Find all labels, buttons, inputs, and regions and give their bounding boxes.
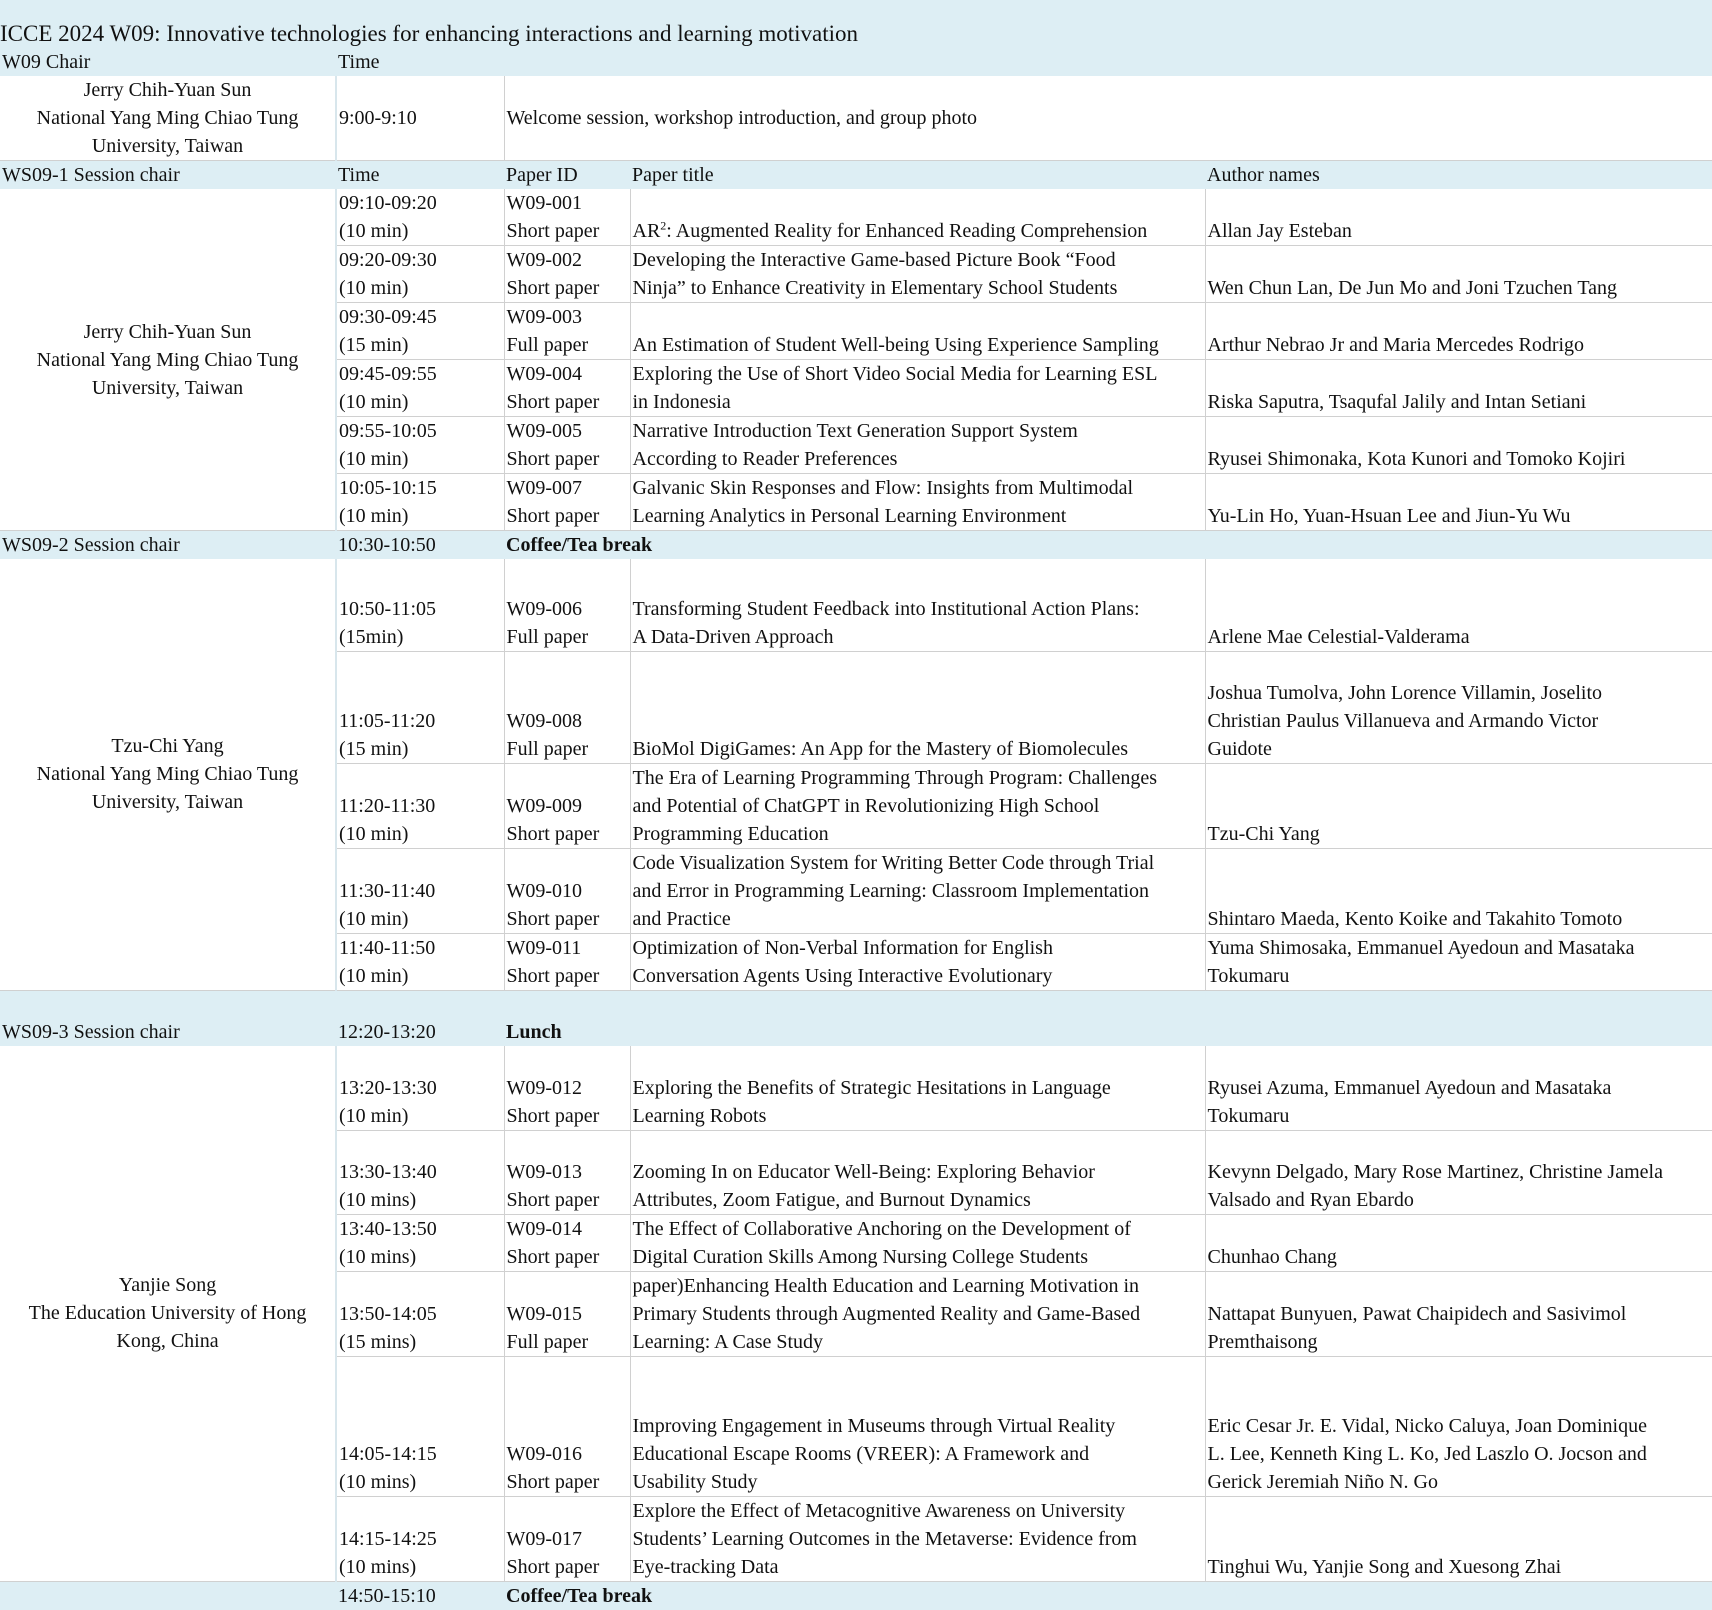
paper-title: paper)Enhancing Health Education and Learning Motivation in Primary Students through Augmented Reality and Game-Based Learning: A Case Study — [630, 1271, 1205, 1356]
paper-time: 09:20-09:30 (10 min) — [336, 246, 504, 303]
paper-title: Exploring the Benefits of Strategic Hesitations in Language Learning Robots — [630, 1046, 1205, 1130]
paper-id: W09-004 Short paper — [504, 360, 630, 417]
paper-id: W09-012 Short paper — [504, 1046, 630, 1130]
intro-time: 9:00-9:10 — [336, 76, 504, 161]
paper-title: Galvanic Skin Responses and Flow: Insights from Multimodal Learning Analytics in Personal Learning Environment — [630, 474, 1205, 531]
paper-title: Narrative Introduction Text Generation Support System According to Reader Preferences — [630, 417, 1205, 474]
paper-title: BioMol DigiGames: An App for the Mastery of Biomolecules — [630, 651, 1205, 763]
paper-id: W09-007 Short paper — [504, 474, 630, 531]
session-label: WS09-1 Session chair — [0, 161, 336, 190]
paper-title: The Effect of Collaborative Anchoring on the Development of Digital Curation Skills Among Nursing College Students — [630, 1214, 1205, 1271]
col-paper-id-header: Paper ID — [504, 161, 630, 190]
break-time: 12:20-13:20 — [336, 1018, 504, 1046]
session-chair: Tzu-Chi Yang National Yang Ming Chiao Tung University, Taiwan — [0, 559, 336, 990]
break-time: 10:30-10:50 — [336, 531, 504, 560]
paper-row — [0, 559, 1712, 651]
paper-id: W09-006 Full paper — [504, 559, 630, 651]
session-chair: Yanjie Song The Education University of Hong Kong, China — [0, 1046, 336, 1581]
paper-time: 09:45-09:55 (10 min) — [336, 360, 504, 417]
paper-time: 10:50-11:05 (15min) — [336, 559, 504, 651]
paper-id: W09-017 Short paper — [504, 1496, 630, 1581]
paper-authors: Riska Saputra, Tsaqufal Jalily and Intan Setiani — [1205, 360, 1712, 417]
paper-title: Explore the Effect of Metacognitive Awareness on University Students’ Learning Outcomes in the Metaverse: Evidence from Eye-tracking Data — [630, 1496, 1205, 1581]
paper-id: W09-005 Short paper — [504, 417, 630, 474]
break-label: Lunch — [504, 1018, 1712, 1046]
paper-title: The Era of Learning Programming Through Program: Challenges and Potential of ChatGPT in Revolutionizing High School Programming Education — [630, 763, 1205, 848]
paper-time: 11:30-11:40 (10 min) — [336, 848, 504, 933]
intro-row — [0, 76, 1712, 161]
intro-chair: Jerry Chih-Yuan Sun National Yang Ming Chiao Tung University, Taiwan — [0, 76, 336, 161]
paper-title-sup: 2 — [660, 218, 667, 233]
session-label: WS09-2 Session chair — [0, 531, 336, 560]
paper-time: 09:55-10:05 (10 min) — [336, 417, 504, 474]
paper-title — [630, 189, 1205, 246]
intro-text: Welcome session, workshop introduction, and group photo — [504, 76, 1712, 161]
paper-id: W09-013 Short paper — [504, 1130, 630, 1214]
paper-title: Exploring the Use of Short Video Social Media for Learning ESL in Indonesia — [630, 360, 1205, 417]
paper-title: Transforming Student Feedback into Institutional Action Plans: A Data-Driven Approach — [630, 559, 1205, 651]
paper-time: 13:20-13:30 (10 min) — [336, 1046, 504, 1130]
intro-chair-header: W09 Chair — [0, 48, 336, 76]
col-authors-header: Author names — [1205, 161, 1712, 190]
paper-time: 10:05-10:15 (10 min) — [336, 474, 504, 531]
paper-title: Developing the Interactive Game-based Picture Book “Food Ninja” to Enhance Creativity in Elementary School Students — [630, 246, 1205, 303]
break-time: 14:50-15:10 — [336, 1581, 504, 1610]
paper-id: W09-016 Short paper — [504, 1356, 630, 1496]
col-time-header: Time — [336, 161, 504, 190]
paper-time: 11:05-11:20 (15 min) — [336, 651, 504, 763]
paper-title-pre: AR — [632, 220, 661, 242]
paper-authors: Kevynn Delgado, Mary Rose Martinez, Christine Jamela Valsado and Ryan Ebardo — [1205, 1130, 1712, 1214]
paper-authors: Joshua Tumolva, John Lorence Villamin, Joselito Christian Paulus Villanueva and Armando Victor Guidote — [1205, 651, 1712, 763]
paper-authors: Yuma Shimosaka, Emmanuel Ayedoun and Masataka Tokumaru — [1205, 933, 1712, 990]
paper-title: Improving Engagement in Museums through Virtual Reality Educational Escape Rooms (VREER): A Framework and Usability Study — [630, 1356, 1205, 1496]
paper-id: W09-002 Short paper — [504, 246, 630, 303]
paper-authors: Chunhao Chang — [1205, 1214, 1712, 1271]
paper-authors: Allan Jay Esteban — [1205, 189, 1712, 246]
paper-title: Code Visualization System for Writing Better Code through Trial and Error in Programming Learning: Classroom Implementation and Practice — [630, 848, 1205, 933]
paper-title-post: : Augmented Reality for Enhanced Reading Comprehension — [666, 220, 1148, 242]
paper-authors: Yu-Lin Ho, Yuan-Hsuan Lee and Jiun-Yu Wu — [1205, 474, 1712, 531]
paper-time: 13:50-14:05 (15 mins) — [336, 1271, 504, 1356]
session-label: WS09-3 Session chair — [0, 1018, 336, 1046]
spacer-row — [0, 990, 1712, 1018]
paper-row — [0, 189, 1712, 246]
paper-id: W09-015 Full paper — [504, 1271, 630, 1356]
paper-time: 14:15-14:25 (10 mins) — [336, 1496, 504, 1581]
paper-time: 11:40-11:50 (10 min) — [336, 933, 504, 990]
paper-id: W09-011 Short paper — [504, 933, 630, 990]
paper-id: W09-003 Full paper — [504, 303, 630, 360]
paper-authors: Tzu-Chi Yang — [1205, 763, 1712, 848]
paper-time: 14:05-14:15 (10 mins) — [336, 1356, 504, 1496]
paper-id: W09-008 Full paper — [504, 651, 630, 763]
paper-authors: Ryusei Shimonaka, Kota Kunori and Tomoko Kojiri — [1205, 417, 1712, 474]
paper-authors: Shintaro Maeda, Kento Koike and Takahito Tomoto — [1205, 848, 1712, 933]
paper-title: Zooming In on Educator Well-Being: Exploring Behavior Attributes, Zoom Fatigue, and Burnout Dynamics — [630, 1130, 1205, 1214]
paper-row — [0, 1046, 1712, 1130]
session-chair: Jerry Chih-Yuan Sun National Yang Ming Chiao Tung University, Taiwan — [0, 189, 336, 531]
paper-id: W09-009 Short paper — [504, 763, 630, 848]
paper-id: W09-001 Short paper — [504, 189, 630, 246]
break-label: Coffee/Tea break — [504, 531, 1712, 560]
page-title: ICCE 2024 W09: Innovative technologies for enhancing interactions and learning motivation — [0, 0, 1712, 48]
intro-time-header: Time — [336, 48, 504, 76]
paper-authors: Wen Chun Lan, De Jun Mo and Joni Tzuchen Tang — [1205, 246, 1712, 303]
paper-id: W09-010 Short paper — [504, 848, 630, 933]
paper-authors: Ryusei Azuma, Emmanuel Ayedoun and Masataka Tokumaru — [1205, 1046, 1712, 1130]
paper-time: 09:30-09:45 (15 min) — [336, 303, 504, 360]
paper-authors: Nattapat Bunyuen, Pawat Chaipidech and Sasivimol Premthaisong — [1205, 1271, 1712, 1356]
paper-time: 13:30-13:40 (10 mins) — [336, 1130, 504, 1214]
paper-authors: Eric Cesar Jr. E. Vidal, Nicko Caluya, Joan Dominique L. Lee, Kenneth King L. Ko, Jed Laszlo O. Jocson and Gerick Jeremiah Niño N. Go — [1205, 1356, 1712, 1496]
paper-id: W09-014 Short paper — [504, 1214, 630, 1271]
session-header-row — [0, 161, 1712, 190]
intro-header-row — [0, 48, 1712, 76]
paper-authors: Arthur Nebrao Jr and Maria Mercedes Rodrigo — [1205, 303, 1712, 360]
paper-time: 13:40-13:50 (10 mins) — [336, 1214, 504, 1271]
paper-authors: Arlene Mae Celestial-Valderama — [1205, 559, 1712, 651]
final-break-row — [0, 1581, 1712, 1610]
paper-authors: Tinghui Wu, Yanjie Song and Xuesong Zhai — [1205, 1496, 1712, 1581]
paper-time: 11:20-11:30 (10 min) — [336, 763, 504, 848]
title-row — [0, 0, 1712, 48]
paper-title: Optimization of Non-Verbal Information for English Conversation Agents Using Interactive Evolutionary — [630, 933, 1205, 990]
session-header-row — [0, 1018, 1712, 1046]
paper-time: 09:10-09:20 (10 min) — [336, 189, 504, 246]
paper-title: An Estimation of Student Well-being Using Experience Sampling — [630, 303, 1205, 360]
session-header-row — [0, 531, 1712, 560]
break-label: Coffee/Tea break — [504, 1581, 1712, 1610]
col-paper-title-header: Paper title — [630, 161, 1205, 190]
